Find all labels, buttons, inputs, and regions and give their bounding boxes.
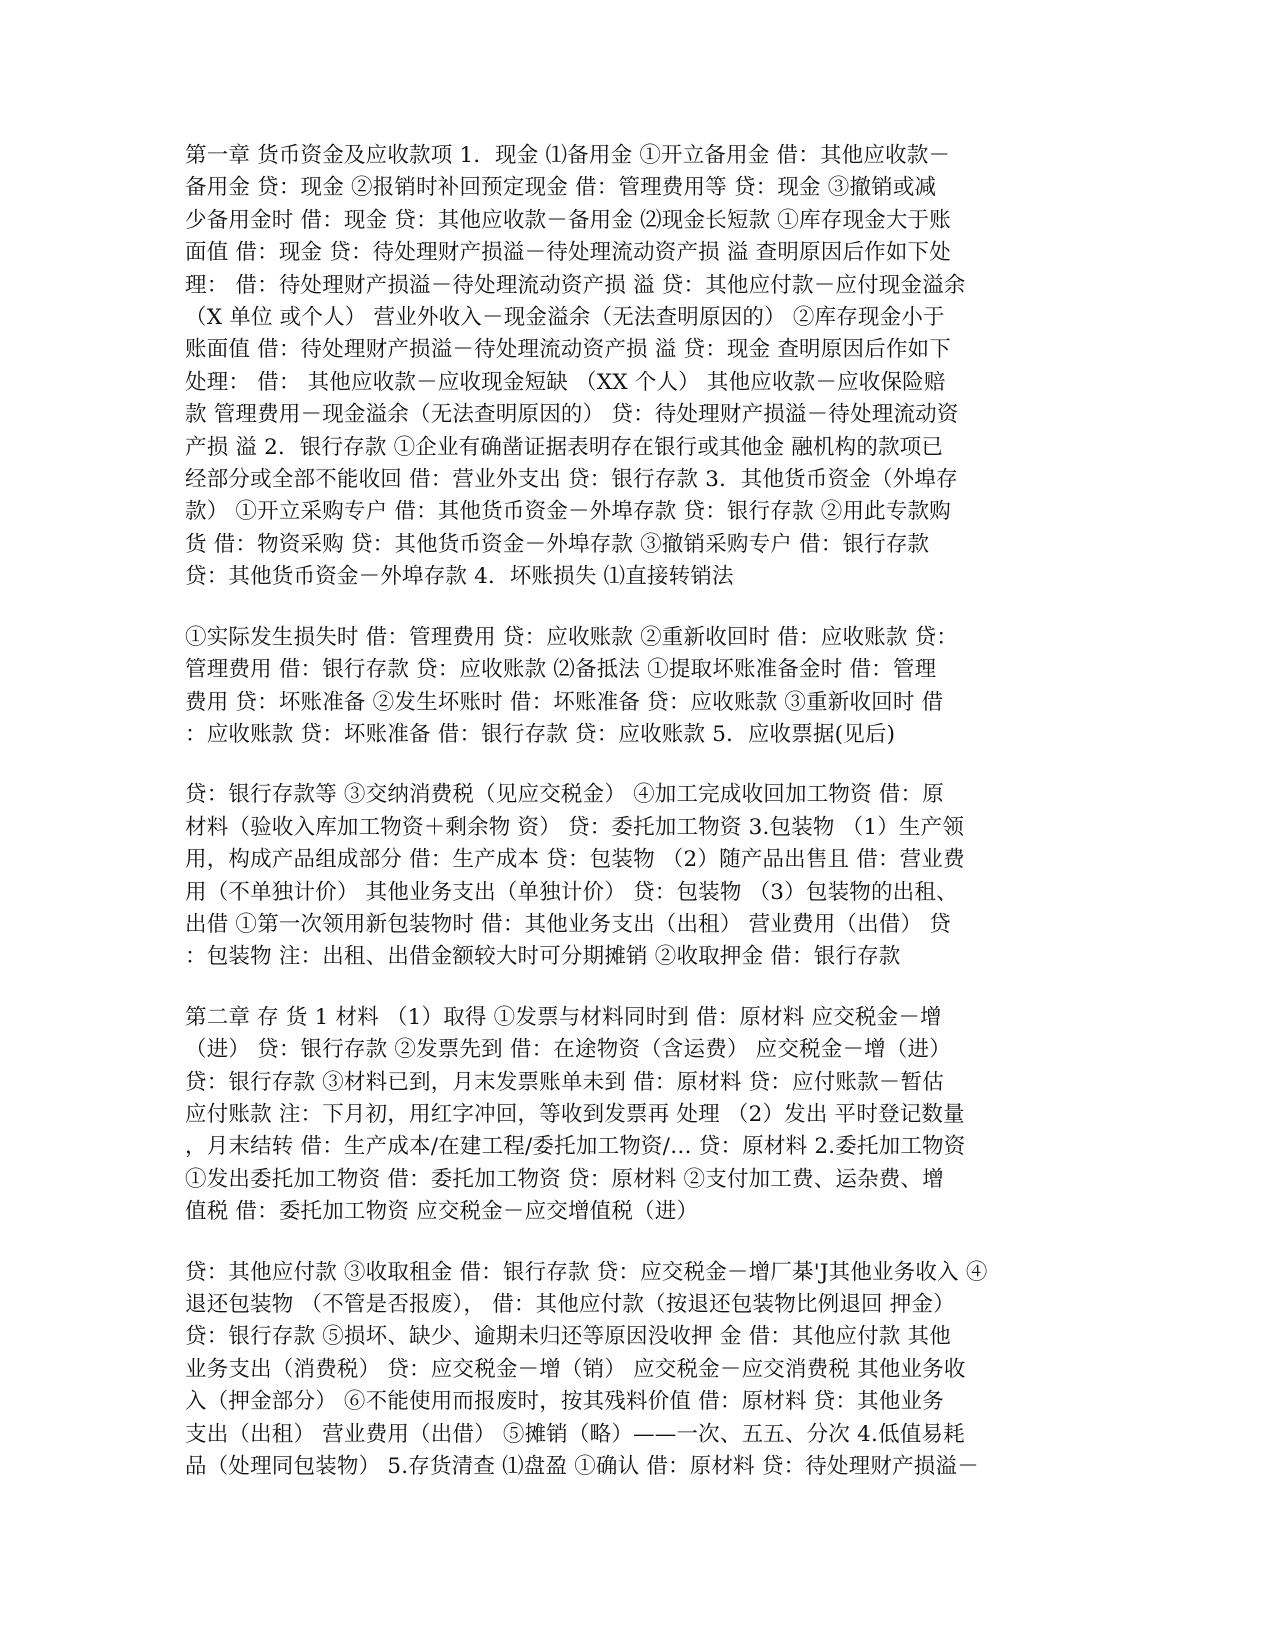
paragraph-chapter1-cash <box>185 140 1090 594</box>
text-line: 款） ①开立采购专户 借：其他货币资金－外埠存款 贷：银行存款 ②用此专款购 <box>185 499 951 525</box>
text-line: ：应收账款 贷：坏账准备 借：银行存款 贷：应收账款 5．应收票据(见后) <box>185 721 896 747</box>
text-line: 经部分或全部不能收回 借：营业外支出 贷：银行存款 3．其他货币资金（外埠存 <box>185 467 958 493</box>
text-line: 管理费用 借：银行存款 贷：应收账款 ⑵备抵法 ①提取坏账准备金时 借：管理 <box>185 657 937 683</box>
text-line: 出借 ①第一次领用新包装物时 借：其他业务支出（出租） 营业费用（出借） 贷 <box>185 911 951 937</box>
text-line: 用（不单独计价） 其他业务支出（单独计价） 贷：包装物 （3）包装物的出租、 <box>185 879 958 905</box>
text-line: 费用 贷：坏账准备 ②发生坏账时 借：坏账准备 贷：应收账款 ③重新收回时 借 <box>185 689 944 715</box>
text-line: ：包装物 注：出租、出借金额较大时可分期摊销 ②收取押金 借：银行存款 <box>185 944 901 970</box>
text-line: ①实际发生损失时 借：管理费用 贷：应收账款 ②重新收回时 借：应收账款 贷： <box>185 624 958 650</box>
text-line: 账面值 借：待处理财产损溢－待处理流动资产损 溢 贷：现金 查明原因后作如下 <box>185 337 951 363</box>
paragraph-chapter2-inventory <box>185 1002 1090 1229</box>
text-line: 处理： 借： 其他应收款－应收现金短缺 （XX 个人） 其他应收款－应收保险赔 <box>185 369 946 395</box>
text-line: 少备用金时 借：现金 贷：其他应收款－备用金 ⑵现金长短款 ①库存现金大于账 <box>185 207 951 233</box>
paragraph-rental-deposit <box>185 1257 1090 1484</box>
document-page <box>185 140 1090 1511</box>
text-line: （进） 贷：银行存款 ②发票先到 借：在途物资（含运费） 应交税金－增（进） <box>185 1037 951 1063</box>
text-line: 款 管理费用－现金溢余（无法查明原因的） 贷：待处理财产损溢－待处理流动资 <box>185 402 959 428</box>
text-line: 值税 借：委托加工物资 应交税金－应交增值税（进） <box>185 1199 699 1225</box>
text-line: 贷：其他应付款 ③收取租金 借：银行存款 贷：应交税金－增厂棊'J其他业务收入 ④ <box>185 1259 988 1285</box>
text-line: 货 借：物资采购 贷：其他货币资金－外埠存款 ③撤销采购专户 借：银行存款 <box>185 531 930 557</box>
text-line: 支出（出租） 营业费用（出借） ⑤摊销（略）——一次、五五、分次 4.低值易耗 <box>185 1421 965 1447</box>
text-line: 第一章 货币资金及应收款项 1．现金 ⑴备用金 ①开立备用金 借：其他应收款－ <box>185 143 951 168</box>
text-line: 品（处理同包装物） 5.存货清查 ⑴盘盈 ①确认 借：原材料 贷：待处理财产损溢－ <box>185 1454 979 1480</box>
text-line: 业务支出（消费税） 贷：应交税金－增（销） 应交税金－应交消费税 其他业务收 <box>185 1356 966 1382</box>
text-line: 材料（验收入库加工物资＋剩余物 资） 贷：委托加工物资 3.包装物 （1）生产领 <box>185 814 965 840</box>
text-line: 贷：其他货币资金－外埠存款 4．坏账损失 ⑴直接转销法 <box>185 564 734 590</box>
text-line: 应付账款 注：下月初，用红字冲回，等收到发票再 处理 （2）发出 平时登记数量 <box>185 1101 965 1127</box>
text-line: ①发出委托加工物资 借：委托加工物资 贷：原材料 ②支付加工费、运杂费、增 <box>185 1166 944 1192</box>
text-line: 退还包装物 （不管是否报废）， 借：其他应付款（按退还包装物比例退回 押金） <box>185 1292 955 1317</box>
text-line: 面值 借：现金 贷：待处理财产损溢－待处理流动资产损 溢 查明原因后作如下处 <box>185 240 951 266</box>
text-line: 贷：银行存款等 ③交纳消费税（见应交税金） ④加工完成收回加工物资 借：原 <box>185 782 944 808</box>
text-line: 入（押金部分） ⑥不能使用而报废时，按其残料价值 借：原材料 贷：其他业务 <box>185 1389 944 1415</box>
paragraph-bad-debt <box>185 622 1090 752</box>
text-line: ，月末结转 借：生产成本/在建工程/委托加工物资/… 贷：原材料 2.委托加工物资 <box>185 1134 966 1160</box>
text-line: 第二章 存 货 1 材料 （1）取得 ①发票与材料同时到 借：原材料 应交税金－增 <box>185 1004 942 1030</box>
paragraph-packaging <box>185 779 1090 973</box>
text-line: 贷：银行存款 ⑤损坏、缺少、逾期未归还等原因没收押 金 借：其他应付款 其他 <box>185 1324 951 1350</box>
text-line: （X 单位 或个人） 营业外收入－现金溢余（无法查明原因的） ②库存现金小于 <box>185 305 945 331</box>
text-line: 备用金 贷：现金 ②报销时补回预定现金 借：管理费用等 贷：现金 ③撤销或减 <box>185 175 937 201</box>
text-line: 用，构成产品组成部分 借：生产成本 贷：包装物 （2）随产品出售且 借：营业费 <box>185 847 965 873</box>
text-line: 贷：银行存款 ③材料已到，月末发票账单未到 借：原材料 贷：应付账款－暂估 <box>185 1069 944 1095</box>
text-line: 理： 借：待处理财产损溢－待处理流动资产损 溢 贷：其他应付款－应付现金溢余 <box>185 272 966 298</box>
text-line: 产损 溢 2．银行存款 ①企业有确凿证据表明存在银行或其他金 融机构的款项已 <box>185 434 944 460</box>
